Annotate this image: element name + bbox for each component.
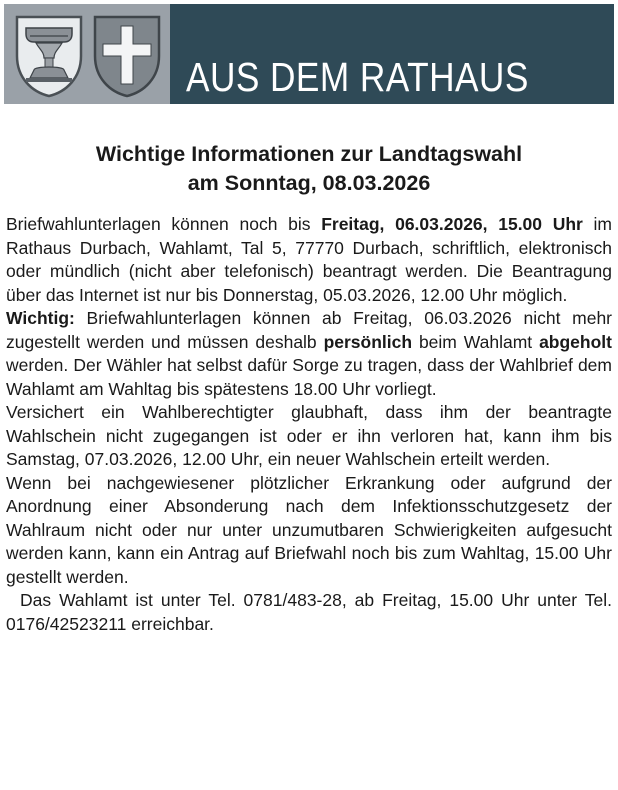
headline-line-2: am Sonntag, 08.03.2026 [187, 171, 431, 195]
header-title-panel [170, 4, 614, 104]
headline-line-1: Wichtige Informationen zur Landtagswahl [95, 142, 523, 166]
paragraph-lost-ballot: Versichert ein Wahlberechtigter glaubhaft, dass ihm der beantragte Wahlschein nicht zugegangen ist oder er ihn verloren hat, kann ihm bis Samstag, 07.03.2026, 12.00 Uhr, ein neuer Wahlschein erteilt werden. [6, 402, 612, 469]
paragraph-contact: Das Wahlamt ist unter Tel. 0781/483-28, ab Freitag, 15.00 Uhr unter Tel. 0176/42523211 erreichbar. [6, 590, 612, 634]
collected-bold: abgeholt [539, 331, 612, 352]
text-span: beim Wahlamt [412, 331, 540, 352]
paragraph-postal-vote-request [6, 213, 612, 307]
cross-crest-icon [92, 14, 162, 98]
deadline-bold: Freitag, 06.03.2026, 15.00 Uhr [321, 214, 583, 234]
text-span: im Rathaus Durbach, Wahlamt, Tal 5, 77770 Durbach, schriftlich, elektronisch oder mündlich (nicht aber telefonisch) beantragt werden. Die Beantragung über das Internet ist nur bis Donnerstag, 05.03.2026, 12.00 Uhr möglich. [6, 214, 612, 305]
article-body [6, 213, 612, 636]
article-headline [0, 140, 618, 198]
crest-panel [4, 4, 170, 104]
important-label: Wichtig: [6, 308, 75, 328]
paragraph-important [6, 307, 612, 401]
text-span: werden. Der Wähler hat selbst dafür Sorge zu tragen, dass der Wahlbrief dem Wahlamt am Wahltag bis spätestens 18.00 Uhr vorliegt. [6, 355, 612, 399]
personally-bold: persönlich [323, 331, 413, 352]
text-span: Briefwahlunterlagen können noch bis [6, 214, 322, 234]
text-span: Briefwahlunterlagen können ab Freitag, 06.03.2026 nicht mehr zugestellt werden und müssen deshalb [6, 308, 612, 352]
page-header [4, 4, 614, 104]
chalice-crest-icon [14, 14, 84, 98]
header-title: AUS DEM RATHAUS [186, 54, 529, 100]
paragraph-illness: Wenn bei nachgewiesener plötzlicher Erkrankung oder aufgrund der Anordnung einer Absonderung nach dem Infektionsschutzgesetz der Wahlraum nicht oder nur unter unzumutbaren Schwierigkeiten aufgesucht werden kann, kann ein Antrag auf Briefwahl noch bis zum Wahltag, 15.00 Uhr gestellt werden. [6, 472, 612, 587]
